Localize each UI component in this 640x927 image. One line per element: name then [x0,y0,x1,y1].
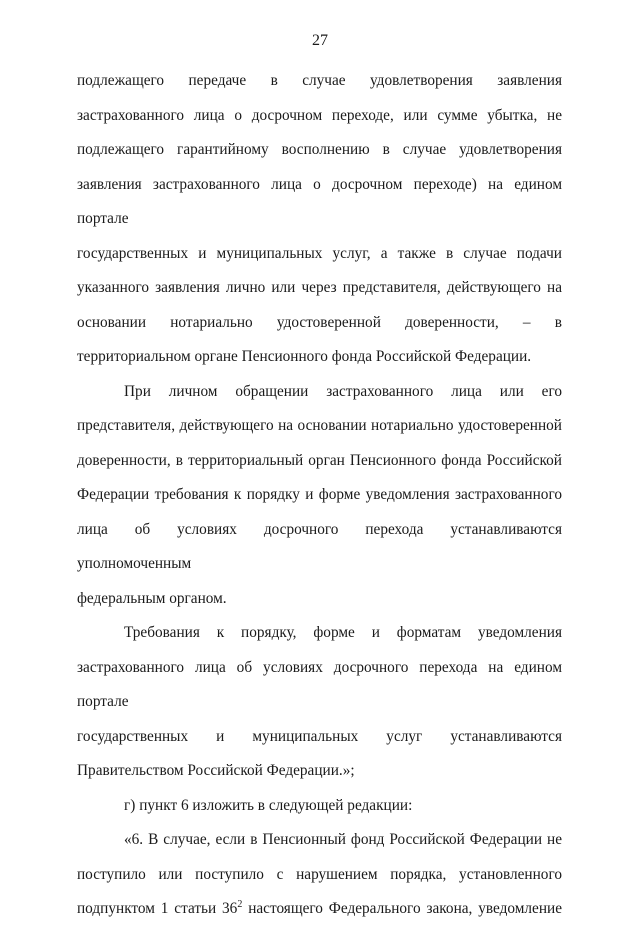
text-line: Федерации требования к порядку и форме уведомления застрахованного [77,486,562,503]
text-line: Требования к порядку, форме и форматам уведомления [124,624,562,641]
paragraph [77,616,562,789]
text-fragment: настоящего Федерального закона, уведомление [242,900,562,917]
text-line: поступило или поступило с нарушением порядка, установленного [77,865,562,883]
text-line: доверенности, в территориальный орган Пенсионного фонда Российской [77,451,562,469]
text-fragment: подпунктом 1 статьи 36 [77,900,238,917]
text-line: территориальном органе Пенсионного фонда Российской Федерации. [77,348,532,365]
text-line: заявления застрахованного лица о досрочном переходе) на едином портале [77,175,562,227]
text-line: государственных и муниципальных услуг устанавливаются [77,727,562,745]
text-line: При личном обращении застрахованного лица или его [124,382,562,400]
text-line: указанного заявления лично или через представителя, действующего на [77,279,562,296]
text-line: основании нотариально удостоверенной доверенности, – в [77,313,562,331]
paragraph [77,64,562,375]
paragraph [77,789,562,824]
text-line: лица об условиях досрочного перехода устанавливаются уполномоченным [77,520,562,572]
text-line: Правительством Российской Федерации.»; [77,762,355,779]
text-line: государственных и муниципальных услуг, а также в случае подачи [77,244,562,262]
text-line [77,892,562,927]
text-line: застрахованного лица о досрочном переходе, или сумме убытка, не [77,106,562,124]
page-number: 27 [312,32,328,49]
text-line: подлежащего гарантийному восполнению в случае удовлетворения [77,141,562,158]
paragraph [77,823,562,927]
superscript: 2 [237,898,243,910]
text-line: представителя, действующего на основании нотариально удостоверенной [77,417,562,434]
text-line: федеральным органом. [77,589,227,607]
text-line: застрахованного лица об условиях досрочного перехода на едином портале [77,658,562,710]
text-line: «6. В случае, если в Пенсионный фонд Российской Федерации не [124,831,562,848]
document-body [77,64,562,927]
text-line: подлежащего передаче в случае удовлетворения заявления [77,72,562,89]
paragraph [77,375,562,617]
text-line: г) пункт 6 изложить в следующей редакции: [124,796,413,814]
